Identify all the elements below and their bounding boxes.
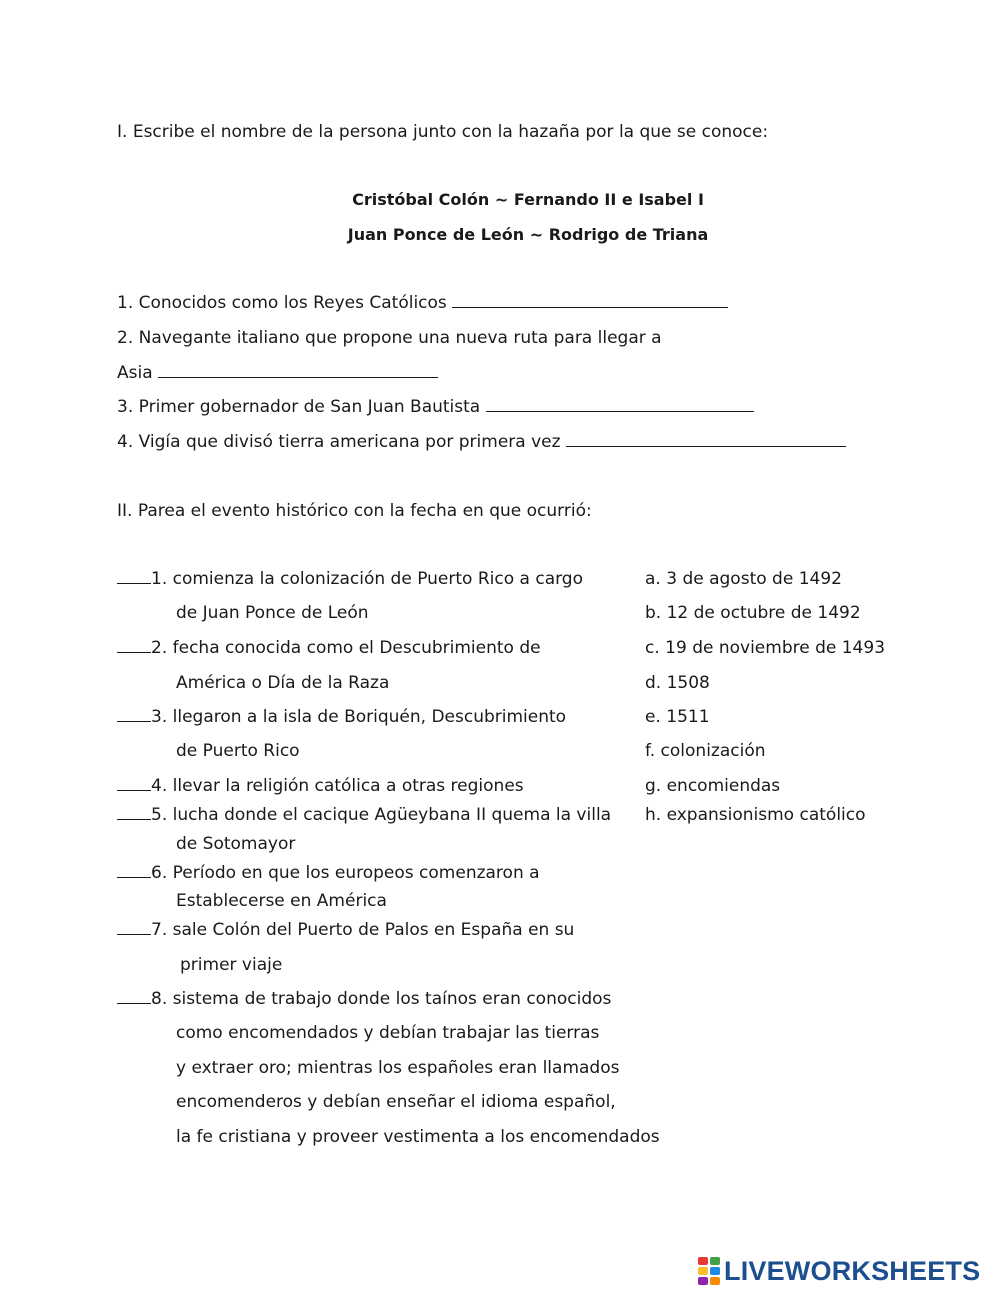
match-blank-7[interactable] — [117, 920, 151, 935]
section2-instruction: II. Parea el evento histórico con la fecha en que ocurrió: — [117, 501, 592, 521]
match-item-5 — [117, 804, 611, 826]
logo-square — [710, 1267, 720, 1275]
answer-line-4[interactable] — [566, 432, 846, 447]
match-option-g: g. encomiendas — [645, 776, 781, 796]
match-item-6 — [117, 862, 540, 884]
liveworksheets-logo-icon — [698, 1257, 720, 1285]
logo-square — [698, 1257, 708, 1265]
answer-line-3[interactable] — [486, 397, 754, 412]
match-blank-3[interactable] — [117, 707, 151, 722]
match-item-text: 5. lucha donde el cacique Agüeybana II quema la villa — [151, 805, 612, 825]
logo-square — [710, 1277, 720, 1285]
match-item-text: 2. fecha conocida como el Descubrimiento de — [151, 638, 541, 658]
match-item-3 — [117, 706, 566, 728]
match-option-a: a. 3 de agosto de 1492 — [645, 569, 842, 589]
question-2-text: Asia — [117, 363, 153, 383]
names-line-1: Cristóbal Colón ~ Fernando II e Isabel I — [352, 190, 704, 209]
match-item-text: 4. llevar la religión católica a otras regiones — [151, 776, 524, 796]
question-1-text: 1. Conocidos como los Reyes Católicos — [117, 293, 447, 313]
match-item-4 — [117, 775, 524, 797]
logo-square — [698, 1277, 708, 1285]
match-item-1 — [117, 568, 583, 590]
match-item-text: 6. Período en que los europeos comenzaron a — [151, 863, 540, 883]
match-blank-4[interactable] — [117, 776, 151, 791]
question-1 — [117, 292, 728, 314]
match-item-text: 3. llegaron a la isla de Boriquén, Descubrimiento — [151, 707, 567, 727]
match-blank-8[interactable] — [117, 989, 151, 1004]
match-item-text: la fe cristiana y proveer vestimenta a los encomendados — [176, 1127, 660, 1147]
match-blank-5[interactable] — [117, 805, 151, 820]
match-option-d: d. 1508 — [645, 673, 710, 693]
liveworksheets-logo — [698, 1255, 980, 1287]
names-line-2: Juan Ponce de León ~ Rodrigo de Triana — [347, 225, 709, 244]
match-option-h: h. expansionismo católico — [645, 805, 866, 825]
match-item-text: de Puerto Rico — [176, 741, 300, 761]
match-item-text: América o Día de la Raza — [176, 673, 390, 693]
question-4 — [117, 431, 846, 453]
match-item-text: de Sotomayor — [176, 834, 296, 854]
match-item-text: Establecerse en América — [176, 891, 387, 911]
match-option-b: b. 12 de octubre de 1492 — [645, 603, 861, 623]
answer-line-1[interactable] — [452, 293, 728, 308]
match-option-f: f. colonización — [645, 741, 766, 761]
logo-text: LIVEWORKSHEETS — [724, 1255, 981, 1286]
question-3 — [117, 396, 754, 418]
match-option-c: c. 19 de noviembre de 1493 — [645, 638, 886, 658]
match-item-text: de Juan Ponce de León — [176, 603, 369, 623]
logo-square — [698, 1267, 708, 1275]
match-item-2 — [117, 637, 541, 659]
match-item-8 — [117, 988, 611, 1010]
logo-square — [710, 1257, 720, 1265]
question-4-text: 4. Vigía que divisó tierra americana por primera vez — [117, 432, 561, 452]
match-blank-1[interactable] — [117, 569, 151, 584]
match-item-text: 1. comienza la colonización de Puerto Rico a cargo — [151, 569, 583, 589]
match-item-text: 8. sistema de trabajo donde los taínos eran conocidos — [151, 989, 612, 1009]
match-item-text: 7. sale Colón del Puerto de Palos en España en su — [151, 920, 575, 940]
match-blank-6[interactable] — [117, 863, 151, 878]
question-2 — [117, 362, 438, 384]
question-3-text: 3. Primer gobernador de San Juan Bautista — [117, 397, 481, 417]
section1-instruction: I. Escribe el nombre de la persona junto con la hazaña por la que se conoce: — [117, 122, 769, 142]
question-2-line-1: 2. Navegante italiano que propone una nueva ruta para llegar a — [117, 328, 662, 348]
match-blank-2[interactable] — [117, 638, 151, 653]
match-item-text: como encomendados y debían trabajar las tierras — [176, 1023, 600, 1043]
match-item-text: primer viaje — [180, 955, 283, 975]
match-item-7 — [117, 919, 574, 941]
match-item-text: y extraer oro; mientras los españoles eran llamados — [176, 1058, 620, 1078]
match-item-text: encomenderos y debían enseñar el idioma español, — [176, 1092, 616, 1112]
answer-line-2[interactable] — [158, 363, 438, 378]
match-option-e: e. 1511 — [645, 707, 710, 727]
